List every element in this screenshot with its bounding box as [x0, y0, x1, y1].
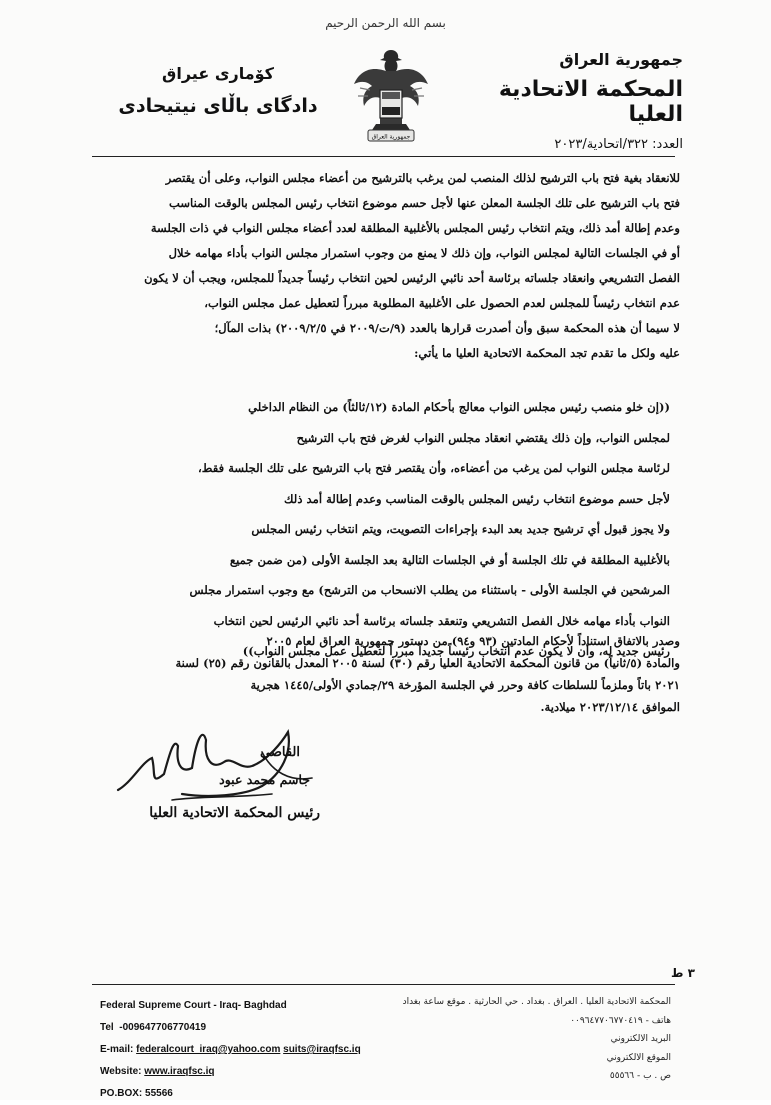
footer-ar-phone: هاتف - ٠٠٩٦٤٧٧٠٦٧٧٠٤١٩: [570, 1015, 671, 1026]
footer-ar-website-label: الموقع الالكتروني: [606, 1052, 671, 1063]
paragraph-line: أو في الجلسات التالية لمجلس النواب، وإن ذلك لا يمنع من وجوب استمرار مجلس النواب بأداء مهامه خلال: [168, 246, 680, 260]
judge-name: جاسم محمد عبود: [219, 772, 310, 787]
quote-line: بالأغلبية المطلقة في تلك الجلسة أو في الجلسات التالية بعد الجلسة الأولى (من ضمن جميع: [229, 552, 670, 567]
quote-line: ولا يجوز قبول أي ترشيح جديد بعد البدء بإجراءات التصويت، ويتم انتخاب رئيس المجلس: [251, 522, 670, 536]
header-divider: [92, 156, 675, 157]
kurdish-letterhead: [118, 64, 318, 117]
quote-line: النواب بأداء مهامه خلال الفصل التشريعي وتنعقد جلساته برئاسة أحد نائبي الرئيس لحين انتخاب: [213, 613, 670, 628]
quote-line: لأجل حسم موضوع انتخاب رئيس المجلس بالوقت المناسب وعدم إطالة أمد ذلك: [284, 491, 670, 506]
footer-ar-pobox: ص . ب - ٥٥٥٦٦: [609, 1071, 671, 1082]
judge-role: رئيس المحكمة الاتحادية العليا: [149, 805, 320, 821]
paragraph-line: عدم انتخاب رئيساً للمجلس لعدم الحصول على الأغلبية المطلوبة مبرراً لتعطيل عمل مجلس النواب،: [204, 296, 680, 310]
signature-block: [120, 745, 320, 821]
quote-line: ((إن خلو منصب رئيس مجلس النواب معالج بأحكام المادة (١٢/ثالثاً) من النظام الداخلي: [248, 400, 670, 414]
issuance-paragraph: [90, 630, 680, 718]
reference-number: العدد: ٣٢٢/اتحادية/٢٠٢٣: [554, 137, 683, 152]
quote-line: رئيس جديد له، وأن لا يكون عدم انتخاب رئيساً جديداً مبرراً لتعطيل عمل مجلس النواب)): [242, 644, 670, 658]
footer-pobox: PO.BOX: 55566: [100, 1088, 173, 1099]
paragraph-line: للانعقاد بغية فتح باب الترشيح لذلك المنصب لمن يرغب بالترشيح من أعضاء مجلس النواب، وعلى أن يقتصر: [165, 171, 680, 185]
decision-paragraph: [90, 166, 680, 366]
page-number: ٣ ط: [671, 966, 695, 980]
paragraph-line: عليه ولكل ما تقدم تجد المحكمة الاتحادية العليا ما يأتي:: [414, 346, 680, 360]
paragraph-line: لا سيما أن هذه المحكمة سبق وأن أصدرت قرارها بالعدد (٩/ت/٢٠٠٩ في ٢٠٠٩/٢/٥) بذات المآل؛: [214, 321, 680, 335]
email-link-suits[interactable]: suits@iraqfsc.iq: [283, 1044, 361, 1055]
website-label: Website:: [100, 1066, 142, 1077]
footer-arabic: [371, 993, 671, 1086]
arabic-letterhead: [453, 50, 683, 152]
issued-line: والمادة (٥/ثانياً) من قانون المحكمة الاتحادية العليا رقم (٣٠) لسنة ٢٠٠٥ المعدل بالقانون رقم (٢٥) لسنة: [175, 656, 680, 670]
ruling-quote: [105, 392, 670, 667]
kurdish-court-name: دادگاى باڵاى نيتيحادى: [118, 95, 318, 117]
issued-line: ٢٠٢١ باتاً وملزماً للسلطات كافة وحرر في الجلسة المؤرخة ٢٩/جمادي الأولى/١٤٤٥ هجرية: [250, 678, 680, 692]
quote-line: لمجلس النواب، وإن ذلك يقتضي انعقاد مجلس النواب لغرض فتح باب الترشيح: [296, 430, 670, 445]
basmala: بسم الله الرحمن الرحيم: [325, 16, 446, 30]
paragraph-line: الفصل التشريعي وانعقاد جلساته برئاسة أحد نائبي الرئيس لحين انتخاب رئيساً جديداً للمجلس، ويجب أن لا يكون: [144, 271, 680, 285]
quote-line: المرشحين في الجلسة الأولى - باستثناء من يطلب الانسحاب من الترشح) مع وجوب استمرار مجلس: [189, 583, 670, 597]
iraq-eagle-emblem-icon: [350, 44, 432, 152]
website-link[interactable]: www.iraqfsc.iq: [144, 1066, 215, 1077]
emblem-scroll-text: جمهورية العراق: [371, 133, 411, 141]
footer-ar-email-label: البريد الالكتروني: [610, 1034, 671, 1045]
footer-court-name: Federal Supreme Court - Iraq- Baghdad: [100, 1000, 287, 1011]
footer-ar-address: المحكمة الاتحادية العليا . العراق . بغداد . حي الحارثية . موقع ساعة بغداد: [402, 997, 671, 1007]
phone-label: Tel: [100, 1022, 114, 1033]
email-label: E-mail:: [100, 1044, 134, 1055]
quote-line: لرئاسة مجلس النواب لمن يرغب من أعضاءه، وأن يقتصر فتح باب الترشيح على تلك الجلسة فقط،: [198, 461, 670, 475]
issued-line: وصدر بالاتفاق استناداً لأحكام المادتين (٩٣ و٩٤) من دستور جمهورية العراق لعام ٢٠٠٥: [266, 634, 680, 648]
issued-line: الموافق ٢٠٢٣/١٢/١٤ ميلادية.: [540, 700, 680, 714]
judge-title: القاضي: [260, 745, 300, 760]
kurdish-republic-name: كۆمارى عيراق: [162, 64, 274, 83]
republic-name: جمهورية العراق: [559, 50, 683, 69]
phone-number: -009647706770419: [119, 1022, 207, 1033]
footer-divider: [92, 984, 675, 985]
paragraph-line: وعدم إطالة أمد ذلك، ويتم انتخاب رئيس المجلس بالأغلبية المطلقة لعدد أعضاء مجلس النواب في ذات الجلسة: [150, 221, 680, 235]
email-link-yahoo[interactable]: federalcourt_iraq@yahoo.com: [136, 1044, 281, 1055]
paragraph-line: فتح باب الترشيح على تلك الجلسة المعلن عنها لأجل حسم موضوع انتخاب رئيس المجلس بالوقت المناسب: [168, 196, 680, 210]
court-name: المحكمة الاتحادية العليا: [498, 77, 683, 127]
